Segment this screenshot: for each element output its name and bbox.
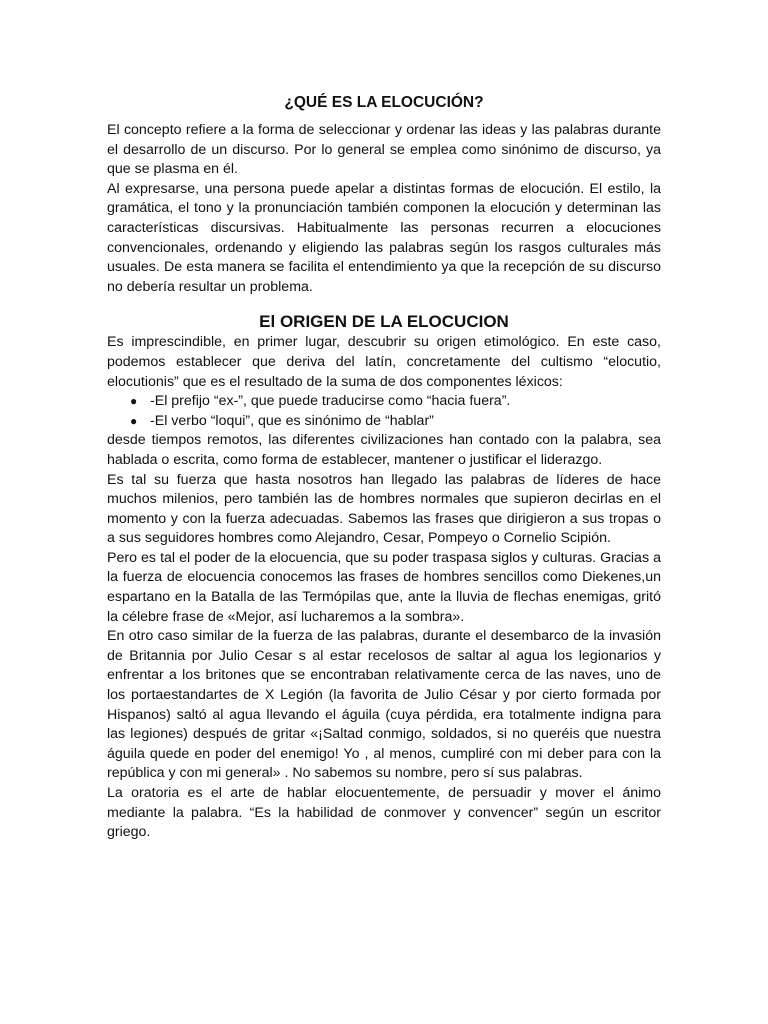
paragraph: En otro caso similar de la fuerza de las palabras, durante el desembarco de la invasión de Britannia por Julio Cesar s al estar recelosos de saltar al agua los legionarios y enfrentar a los britones que se encontraban relativamente cerca de las naves, uno de los portaestandartes de X Legión (la favorita de Julio César y por cierto formada por Hispanos) saltó al agua llevando el águila (cuya pérdida, era totalmente indigna para las legiones) después de gritar «¡Saltad conmigo, soldados, si no queréis que nuestra águila quede en poder del enemigo! Yo , al menos, cumpliré con mi deber para con la república y con mi general» . No sabemos su nombre, pero sí sus palabras. bbox=[107, 628, 661, 782]
paragraph: desde tiempos remotos, las diferentes civilizaciones han contado con la palabra, sea hablada o escrita, como forma de establecer, mantener o justificar el liderazgo. bbox=[107, 432, 661, 468]
section-definition bbox=[107, 121, 661, 297]
paragraph: Es imprescindible, en primer lugar, descubrir su origen etimológico. En este caso, podemos establecer que deriva del latín, concretamente del cultismo “elocutio, elocutionis” que es el resultado de la suma de dos componentes léxicos: bbox=[107, 334, 661, 390]
paragraph: El concepto refiere a la forma de seleccionar y ordenar las ideas y las palabras durante el desarrollo de un discurso. Por lo general se emplea como sinónimo de discurso, ya que se plasma en él. bbox=[107, 122, 661, 178]
section-origin bbox=[107, 333, 661, 842]
paragraph: Es tal su fuerza que hasta nosotros han llegado las palabras de líderes de hace muchos milenios, pero también las de hombres normales que supieron decirlas en el momento y con la fuerza adecuadas. Sabemos las frases que dirigieron a sus tropas o a sus seguidores hombres como Alejandro, Cesar, Pompeyo o Cornelio Scipión. bbox=[107, 471, 661, 547]
paragraph: Al expresarse, una persona puede apelar a distintas formas de elocución. El estilo, la gramática, el tono y la pronunciación también componen la elocución y determinan las características discursivas. Habitualmente las personas recurren a elocuciones convencionales, ordenando y eligiendo las palabras según los rasgos culturales más usuales. De esta manera se facilita el entendimiento ya que la recepción de su discurso no debería resultar un problema. bbox=[107, 180, 661, 295]
list-item bbox=[107, 412, 661, 432]
heading-que-es-la-elocucion: ¿QUÉ ES LA ELOCUCIÓN? bbox=[284, 94, 484, 111]
document-page bbox=[107, 0, 661, 843]
list-item-text: -El verbo “loqui”, que es sinónimo de “hablar” bbox=[150, 412, 434, 429]
bullet-icon: ● bbox=[130, 413, 138, 428]
paragraph: La oratoria es el arte de hablar elocuentemente, de persuadir y mover el ánimo mediante la palabra. “Es la habilidad de conmover y convencer” según un escritor griego. bbox=[107, 785, 661, 841]
list-item bbox=[107, 392, 661, 412]
bullet-list bbox=[107, 392, 661, 431]
bullet-icon: ● bbox=[130, 394, 138, 409]
paragraph: Pero es tal el poder de la elocuencia, que su poder traspasa siglos y culturas. Gracias a la fuerza de elocuencia conocemos las frases de hombres sencillos como Diekenes,un espartano en la Batalla de las Termópilas que, ante la lluvia de flechas enemigas, gritó la célebre frase de «Mejor, así lucharemos a la sombra». bbox=[107, 549, 661, 625]
heading-origen-de-la-elocucion: El ORIGEN DE LA ELOCUCION bbox=[259, 312, 509, 332]
list-item-text: -El prefijo “ex-”, que puede traducirse como “hacia fuera”. bbox=[150, 393, 511, 410]
